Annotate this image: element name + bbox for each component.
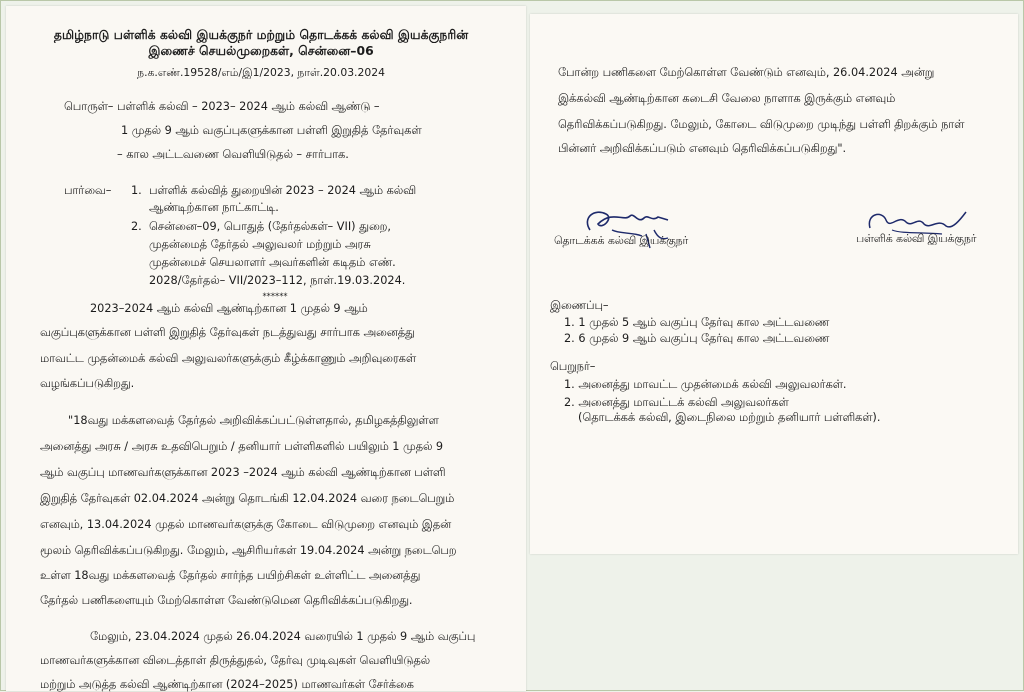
body-line: மாவட்ட முதன்மைக் கல்வி அலுவலர்களுக்கும் கீழ்க்காணும் அறிவுரைகள் xyxy=(40,352,417,365)
body-line: ஆம் வகுப்பு மாணவர்களுக்கான 2023 –2024 ஆம் கல்வி ஆண்டிற்கான பள்ளி xyxy=(40,466,446,479)
reference-item-line: ஆண்டிற்கான நாட்காட்டி. xyxy=(149,201,279,214)
reference-item-number: 1. xyxy=(131,184,142,197)
document-page-1 xyxy=(6,6,526,691)
body-line: வழங்கப்படுகிறது. xyxy=(40,377,135,390)
body-line: வகுப்புகளுக்கான பள்ளி இறுதித் தேர்வுகள் நடத்துவது சார்பாக அனைத்து xyxy=(40,326,415,339)
reference-item-number: 2. xyxy=(131,220,142,233)
header-title-line1: தமிழ்நாடு பள்ளிக் கல்வி இயக்குநர் மற்றும் தொடக்கக் கல்வி இயக்குநரின் xyxy=(53,27,469,42)
body-line: இக்கல்வி ஆண்டிற்கான கடைசி வேலை நாளாக இருக்கும் எனவும் xyxy=(558,92,896,105)
recipient-item: 2. அனைத்து மாவட்டக் கல்வி அலுவலர்கள் xyxy=(564,396,789,409)
recipient-label: பெறுநர்– xyxy=(550,360,596,373)
body-line: மூலம் தெரிவிக்கப்படுகிறது. மேலும், ஆசிரியர்கள் 19.04.2024 அன்று நடைபெற xyxy=(40,544,457,557)
enclosure-item: 1. 1 முதல் 5 ஆம் வகுப்பு தேர்வு கால அட்டவணை xyxy=(564,316,830,329)
body-line: உள்ள 18வது மக்களவைத் தேர்தல் சார்ந்த பயிற்சிகள் உள்ளிட்ட அனைத்து xyxy=(40,569,421,582)
subject-line: – கால அட்டவணை வெளியிடுதல் – சார்பாக. xyxy=(117,148,349,161)
document-page-2 xyxy=(530,14,1018,554)
reference-item-line: பள்ளிக் கல்வித் துறையின் 2023 – 2024 ஆம் கல்வி xyxy=(149,184,416,197)
body-line: இறுதித் தேர்வுகள் 02.04.2024 அன்று தொடங்கி 12.04.2024 வரை நடைபெறும் xyxy=(40,492,455,505)
body-line: போன்ற பணிகளை மேற்கொள்ள வேண்டும் எனவும், 26.04.2024 அன்று xyxy=(558,66,935,79)
reference-number: ந.க.எண்.19528/எம்/இ1/2023, நாள்.20.03.2024 xyxy=(137,66,385,79)
reference-item-line: 2028/தேர்தல்– VII/2023–112, நாள்.19.03.2024. xyxy=(149,274,406,287)
body-line: எனவும், 13.04.2024 முதல் மாணவர்களுக்கு கோடை விடுமுறை எனவும் இதன் xyxy=(40,518,452,531)
body-line: மேலும், 23.04.2024 முதல் 26.04.2024 வரையில் 1 முதல் 9 ஆம் வகுப்பு xyxy=(90,630,476,643)
reference-item-line: சென்னை–09, பொதுத் (தேர்தல்கள்– VII) துறை, xyxy=(149,220,391,233)
body-line: அனைத்து அரசு / அரசு உதவிபெறும் / தனியார் பள்ளிகளில் பயிலும் 1 முதல் 9 xyxy=(40,440,444,453)
reference-item-line: முதன்மைத் தேர்தல் அலுவலர் மற்றும் அரசு xyxy=(149,238,371,251)
recipient-item: 1. அனைத்து மாவட்ட முதன்மைக் கல்வி அலுவலர்கள். xyxy=(564,378,847,391)
separator-stars: ****** xyxy=(262,292,288,302)
body-line: மற்றும் அடுத்த கல்வி ஆண்டிற்கான (2024–2025) மாணவர்கள் சேர்க்கை xyxy=(40,678,414,691)
reference-label: பார்வை– xyxy=(64,184,112,197)
body-line: மாணவர்களுக்கான விடைத்தாள் திருத்துதல், தேர்வு முடிவுகள் வெளியிடுதல் xyxy=(40,654,431,667)
enclosure-label: இணைப்பு– xyxy=(550,299,609,312)
signature-title-primary: தொடக்கக் கல்வி இயக்குநர் xyxy=(554,234,689,247)
body-line: "18வது மக்களவைத் தேர்தல் அறிவிக்கப்பட்டுள்ளதால், தமிழகத்திலுள்ள xyxy=(68,414,439,427)
enclosure-item: 2. 6 முதல் 9 ஆம் வகுப்பு தேர்வு கால அட்டவணை xyxy=(564,332,830,345)
body-line: தேர்தல் பணிகளையும் மேற்கொள்ள வேண்டுமென தெரிவிக்கப்படுகிறது. xyxy=(40,594,413,607)
signature-title-school: பள்ளிக் கல்வி இயக்குநர் xyxy=(856,232,977,245)
subject-line: பள்ளிக் கல்வி – 2023– 2024 ஆம் கல்வி ஆண்டு – xyxy=(117,100,380,113)
subject-label: பொருள்– xyxy=(64,100,114,113)
header-title-line2: இணைச் செயல்முறைகள், சென்னை–06 xyxy=(148,43,374,58)
subject-line: 1 முதல் 9 ஆம் வகுப்புகளுக்கான பள்ளி இறுதித் தேர்வுகள் xyxy=(121,124,422,137)
recipient-note: (தொடக்கக் கல்வி, இடைநிலை மற்றும் தனியார் பள்ளிகள்). xyxy=(578,411,881,424)
body-line: பின்னர் அறிவிக்கப்படும் எனவும் தெரிவிக்கப்படுகிறது". xyxy=(558,142,847,155)
body-line: தெரிவிக்கப்படுகிறது. மேலும், கோடை விடுமுறை முடிந்து பள்ளி திறக்கும் நாள் xyxy=(558,118,965,131)
reference-item-line: முதன்மைச் செயலாளர் அவர்களின் கடிதம் எண். xyxy=(149,256,396,269)
body-line: 2023–2024 ஆம் கல்வி ஆண்டிற்கான 1 முதல் 9 ஆம் xyxy=(90,302,368,315)
